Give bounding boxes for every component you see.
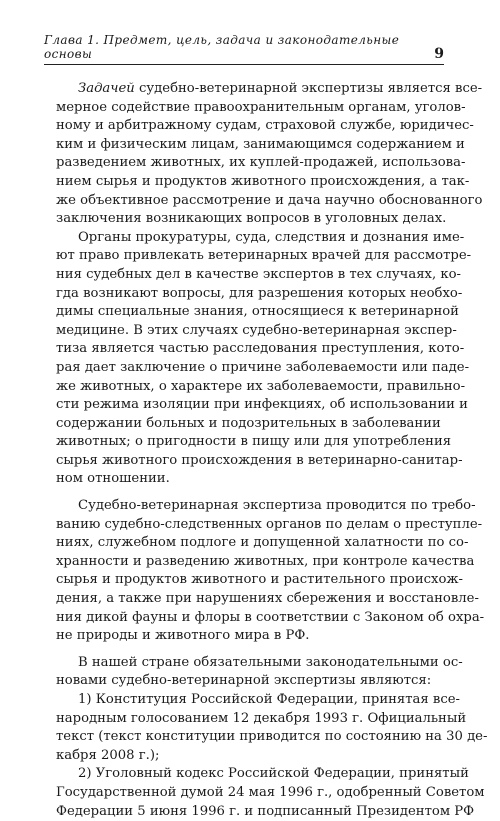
text-line: ному и арбитражному судам, страховой службе, юридичес- [56,118,474,134]
text-line: 2) Уголовный кодекс Российской Федерации, принятый [78,766,469,782]
text-line: нием сырья и продуктов животного происхождения, а так- [56,173,470,189]
text-line: разведением животных, их куплей-продажей, использова- [56,155,466,171]
paragraph [56,80,483,229]
paragraph [56,691,488,765]
running-header [44,33,444,65]
body-text [56,80,488,821]
line-text: судебно-ветеринарной экспертизы является все- [134,81,483,96]
text-line: кабря 2008 г.); [56,747,160,763]
text-line: же животных, о характере их заболеваемости, правильно- [56,378,466,394]
paragraph [56,765,485,821]
text-line: сырья животного происхождения в ветеринарно-санитар- [56,452,463,468]
text-line: Федерации 5 июня 1996 г. и подписанный Президентом РФ [56,803,475,819]
paragraph [56,654,463,691]
text-line: дения, а также при нарушениях сбережения и восстановле- [56,591,479,607]
text-line: рая дает заключение о причине заболеваемости или паде- [56,359,470,375]
text-line: ном отношении. [56,471,170,487]
text-line: гда возникают вопросы, для разрешения которых необхо- [56,285,463,301]
paragraph-spacer [56,646,436,654]
text-line: сти режима изоляции при инфекциях, об использовании и [56,397,468,413]
text-line: ния судебных дел в качестве экспертов в тех случаях, ко- [56,266,461,282]
text-line: текст (текст конституции приводится по состоянию на 30 де- [56,729,488,745]
text-line: же объективное рассмотрение и дача научно обоснованного [56,192,483,208]
text-line: не природы и животного мира в РФ. [56,628,310,644]
text-line: сырья и продуктов животного и растительного происхож- [56,572,463,588]
text-line: народным голосованием 12 декабря 1993 г. Официальный [56,710,467,726]
text-line: ния дикой фауны и флоры в соответствии с Законом об охра- [56,609,485,625]
text-line: ют право привлекать ветеринарных врачей для рассмотре- [56,248,472,264]
text-line: заключения возникающих вопросов в уголовных делах. [56,211,447,227]
text-line: животных; о пригодности в пищу или для употребления [56,434,452,450]
paragraph-spacer [56,489,436,497]
italic-lead-word: Задачей [78,81,135,96]
text-line: Судебно-ветеринарная экспертиза проводится по требо- [78,498,476,514]
text-line: новами судебно-ветеринарной экспертизы являются: [56,673,432,689]
chapter-title: Глава 1. Предмет, цель, задача и законодательные основы [44,33,400,61]
text-line: 1) Конституция Российской Федерации, принятая все- [78,692,460,707]
paragraph [56,497,485,646]
paragraph [56,229,472,489]
text-line: Государственной думой 24 мая 1996 г., одобренный Советом [56,784,485,800]
text-line: Органы прокуратуры, суда, следствия и дознания име- [78,229,465,245]
text-line: димы специальные знания, относящиеся к ветеринарной [56,304,459,320]
text-line [56,80,483,99]
page-number: 9 [434,46,444,62]
text-line: ким и физическим лицам, занимающимся содержанием и [56,136,465,152]
text-line: ванию судебно-следственных органов по делам о преступле- [56,516,483,532]
text-line: содержании больных и подозрительных в заболевании [56,415,441,431]
text-line: ниях, служебном подлоге и допущенной халатности по со- [56,535,469,551]
text-line: В нашей стране обязательными законодательными ос- [78,654,463,670]
text-line: мерное содействие правоохранительным органам, уголов- [56,99,466,115]
text-line: медицине. В этих случаях судебно-ветеринарная экспер- [56,322,457,338]
text-line: тиза является частью расследования преступления, кото- [56,341,465,357]
text-line: хранности и разведению животных, при контроле качества [56,553,475,569]
